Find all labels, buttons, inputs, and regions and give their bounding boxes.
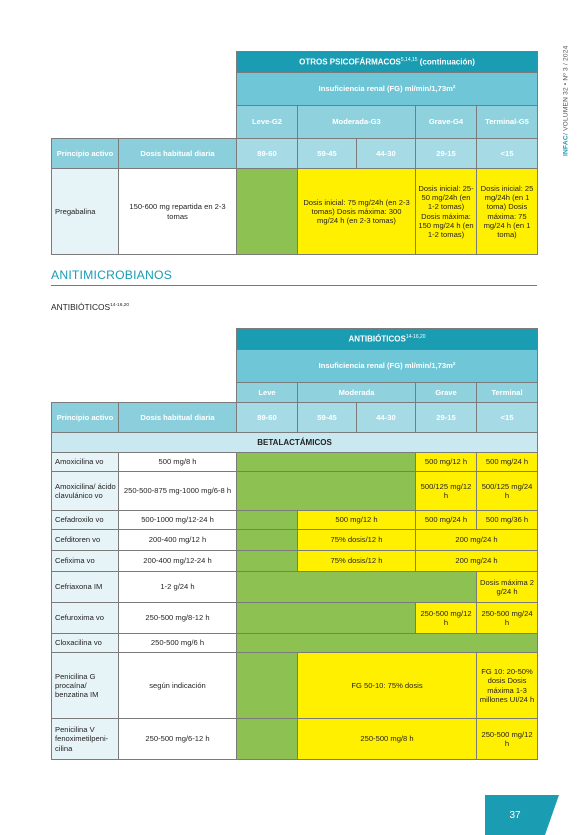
drug-name: Amoxicilina vo [52,453,119,472]
table-row [52,511,538,530]
cell-terminal: 250-500 mg/12 h [477,719,538,760]
cell-no-adjustment [237,603,416,634]
table-row [52,719,538,760]
drug-name: Pregabalina [52,169,119,255]
table1-stage-leve: Leve-G2 [237,106,298,139]
drug-dose: 250-500 mg/8-12 h [119,603,237,634]
table1-title: OTROS PSICOFÁRMACOS$^{5,14,15}$ (continuación) [237,52,538,73]
table1-col-principio: Principio activo [52,139,119,169]
cell-no-adjustment [237,572,477,603]
table2-col-principio: Principio activo [52,403,119,433]
cell-no-adjustment [237,551,298,572]
table-row [52,634,538,653]
table-row [52,603,538,634]
table2-renal-header: Insuficiencia renal (FG) ml/min/1,73m² [237,350,538,383]
drug-dose: 200-400 mg/12-24 h [119,551,237,572]
cell-no-adjustment [237,719,298,760]
table1-range-1: 89-60 [237,139,298,169]
drug-dose: según indicación [119,653,237,719]
cell-grave-terminal: 200 mg/24 h [416,530,538,551]
drug-dose: 500-1000 mg/12-24 h [119,511,237,530]
drug-dose: 1-2 g/24 h [119,572,237,603]
drug-name: Penicilina G procaína/ benzatina IM [52,653,119,719]
cell-no-adjustment [237,530,298,551]
cell-terminal: 500 mg/36 h [477,511,538,530]
cell-grave: 250-500 mg/12 h [416,603,477,634]
cell-grave: 500 mg/24 h [416,511,477,530]
drug-name: Cefadroxilo vo [52,511,119,530]
section-title: ANITIMICROBIANOS [51,268,537,286]
table2-range-5: <15 [477,403,538,433]
table-row [52,653,538,719]
group-betalactamicos: BETALACTÁMICOS [52,433,538,453]
table-otros-psicofarmacos [51,51,538,255]
table2-range-4: 29-15 [416,403,477,433]
table-antibioticos [51,328,538,760]
drug-name: Cefriaxona IM [52,572,119,603]
drug-name: Cefditoren vo [52,530,119,551]
table-row [52,453,538,472]
table1-stage-moderada: Moderada-G3 [298,106,416,139]
cell-no-adjustment [237,472,416,511]
table1-stage-terminal: Terminal-G5 [477,106,538,139]
table-row [52,169,538,255]
cell-moderada: 500 mg/12 h [298,511,416,530]
cell-moderada: Dosis inicial: 75 mg/24h (en 2-3 tomas) Dosis máxima: 300 mg/24 h (en 2-3 tomas) [298,169,416,255]
subsection-title: ANTIBIÓTICOS$^{14-16,20}$ [51,302,130,312]
drug-name: Amoxicilina/ ácido clavulánico vo [52,472,119,511]
table1-renal-header: Insuficiencia renal (FG) ml/min/1,73m² [237,73,538,106]
journal-brand: INFAC [562,135,570,157]
cell-no-adjustment [237,653,298,719]
table-row [52,551,538,572]
drug-dose: 200-400 mg/12 h [119,530,237,551]
cell-moderada: 75% dosis/12 h [298,551,416,572]
cell-terminal: FG 10: 20-50% dosis Dosis máxima 1-3 millones UI/24 h [477,653,538,719]
table1-range-5: <15 [477,139,538,169]
drug-name: Cefixima vo [52,551,119,572]
cell-no-adjustment [237,634,538,653]
cell-terminal: Dosis máxima 2 g/24 h [477,572,538,603]
cell-terminal: 500/125 mg/24 h [477,472,538,511]
table-row [52,530,538,551]
table1-range-2: 59-45 [298,139,357,169]
cell-grave-terminal: 200 mg/24 h [416,551,538,572]
table1-range-4: 29-15 [416,139,477,169]
table-row [52,572,538,603]
table2-range-2: 59-45 [298,403,357,433]
table1-col-dosis: Dosis habitual diaria [119,139,237,169]
table2-range-3: 44-30 [357,403,416,433]
cell-no-adjustment [237,169,298,255]
journal-volume: / VOLUMEN 32 • Nº 3 / 2024 [562,46,570,136]
drug-dose: 250-500-875 mg-1000 mg/6-8 h [119,472,237,511]
cell-moderada: 75% dosis/12 h [298,530,416,551]
drug-dose: 500 mg/8 h [119,453,237,472]
drug-dose: 150-600 mg repartida en 2-3 tomas [119,169,237,255]
journal-side-label [559,46,573,236]
table2-stage-leve: Leve [237,383,298,403]
page-number-tab-corner [545,795,559,835]
cell-moderada-grave: FG 50-10: 75% dosis [298,653,477,719]
table2-range-1: 89-60 [237,403,298,433]
drug-dose: 250-500 mg/6 h [119,634,237,653]
table-row [52,472,538,511]
cell-terminal: Dosis inicial: 25 mg/24h (en 1 toma) Dosis máxima: 75 mg/24 h (en 1 toma) [477,169,538,255]
table2-stage-grave: Grave [416,383,477,403]
cell-grave: 500 mg/12 h [416,453,477,472]
cell-grave: Dosis inicial: 25-50 mg/24h (en 1-2 tomas) Dosis máxima: 150 mg/24 h (en 1-2 tomas) [416,169,477,255]
table2-stage-terminal: Terminal [477,383,538,403]
drug-name: Cefuroxima vo [52,603,119,634]
table2-stage-moderada: Moderada [298,383,416,403]
table1-range-3: 44-30 [357,139,416,169]
drug-name: Cloxacilina vo [52,634,119,653]
table1-stage-grave: Grave-G4 [416,106,477,139]
cell-moderada-grave: 250-500 mg/8 h [298,719,477,760]
drug-dose: 250-500 mg/6-12 h [119,719,237,760]
cell-terminal: 250-500 mg/24 h [477,603,538,634]
cell-no-adjustment [237,453,416,472]
drug-name: Penicilina V fenoximetilpeni-cilina [52,719,119,760]
cell-no-adjustment [237,511,298,530]
cell-terminal: 500 mg/24 h [477,453,538,472]
page-number: 37 [485,795,545,835]
cell-grave: 500/125 mg/12 h [416,472,477,511]
table2-col-dosis: Dosis habitual diaria [119,403,237,433]
table2-title: ANTIBIÓTICOS$^{14-16,20}$ [237,329,538,350]
